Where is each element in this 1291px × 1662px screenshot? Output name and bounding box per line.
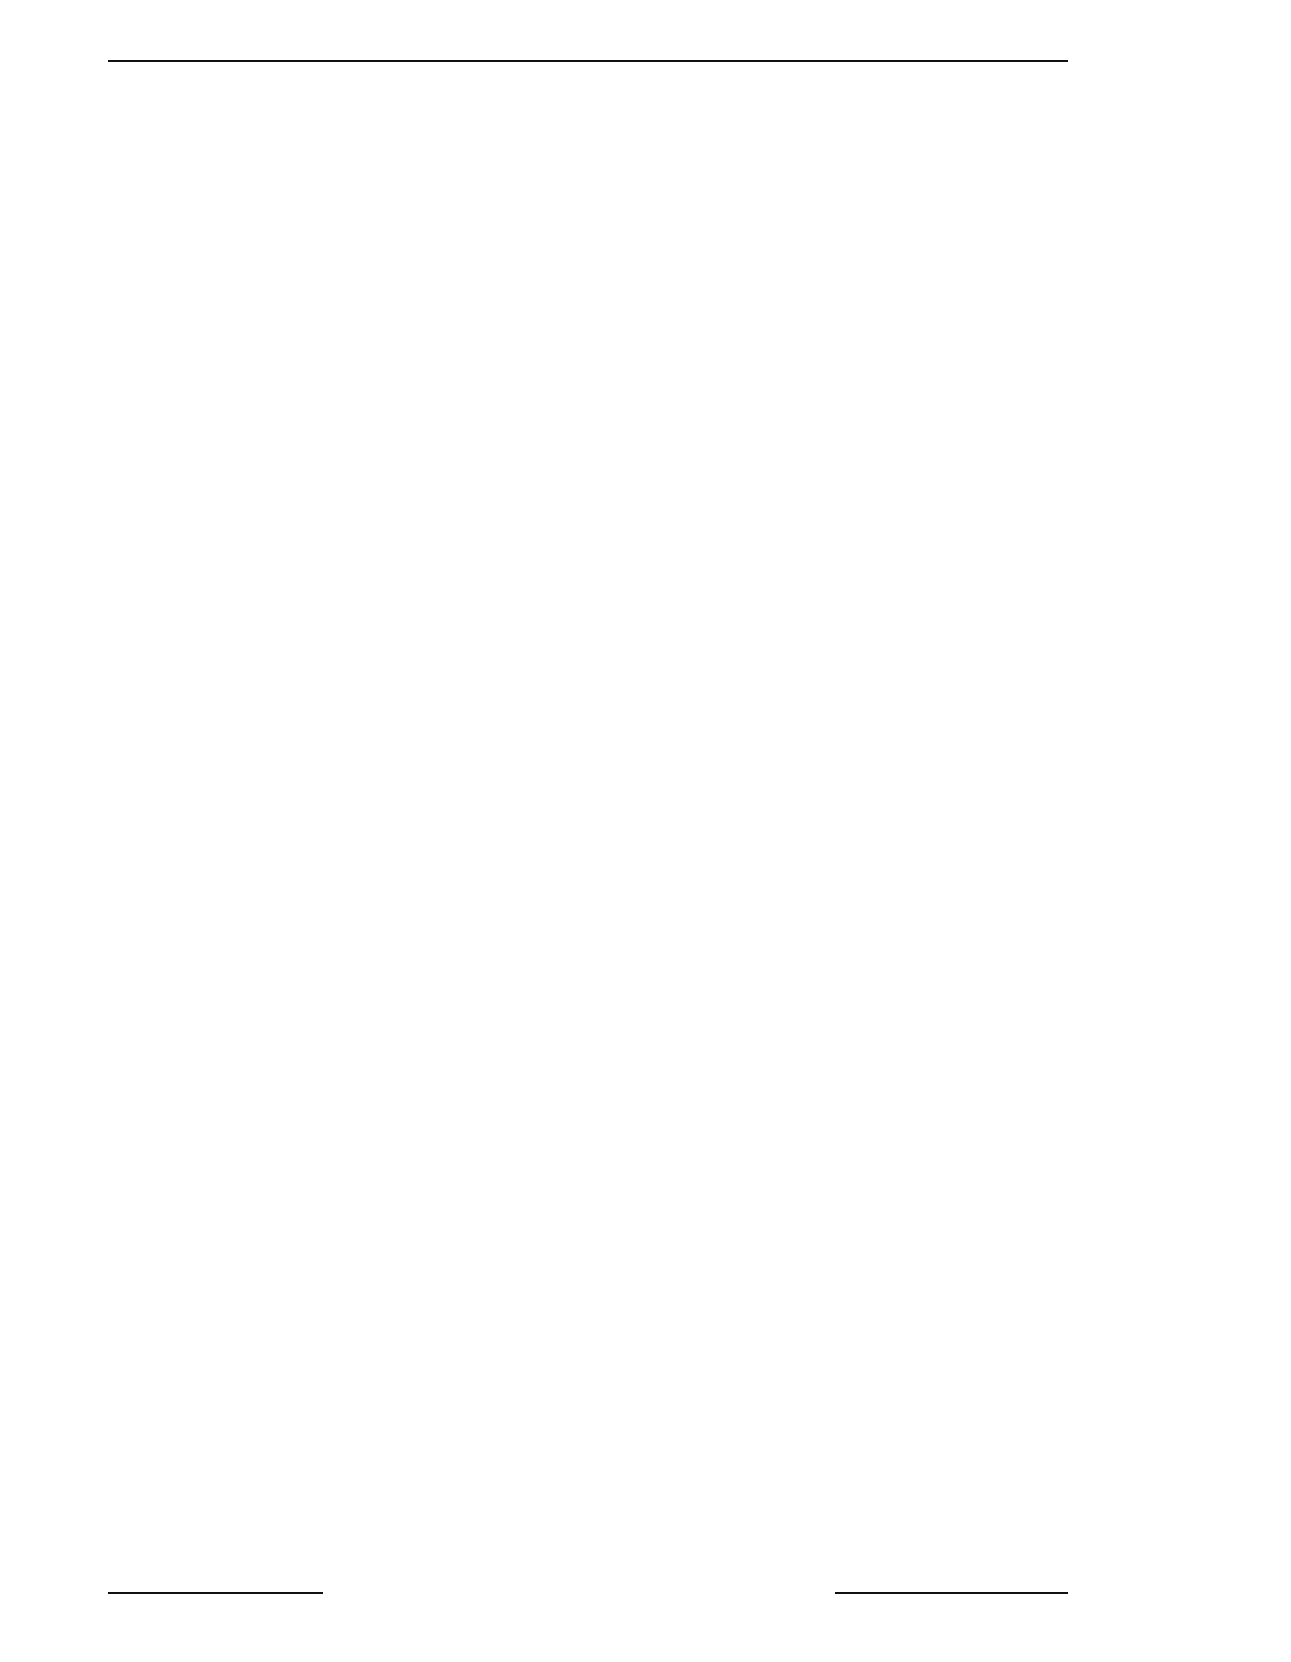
footer-rule-right	[835, 1592, 1068, 1594]
top-rule	[108, 60, 1068, 62]
footer-rule-left	[108, 1592, 323, 1594]
